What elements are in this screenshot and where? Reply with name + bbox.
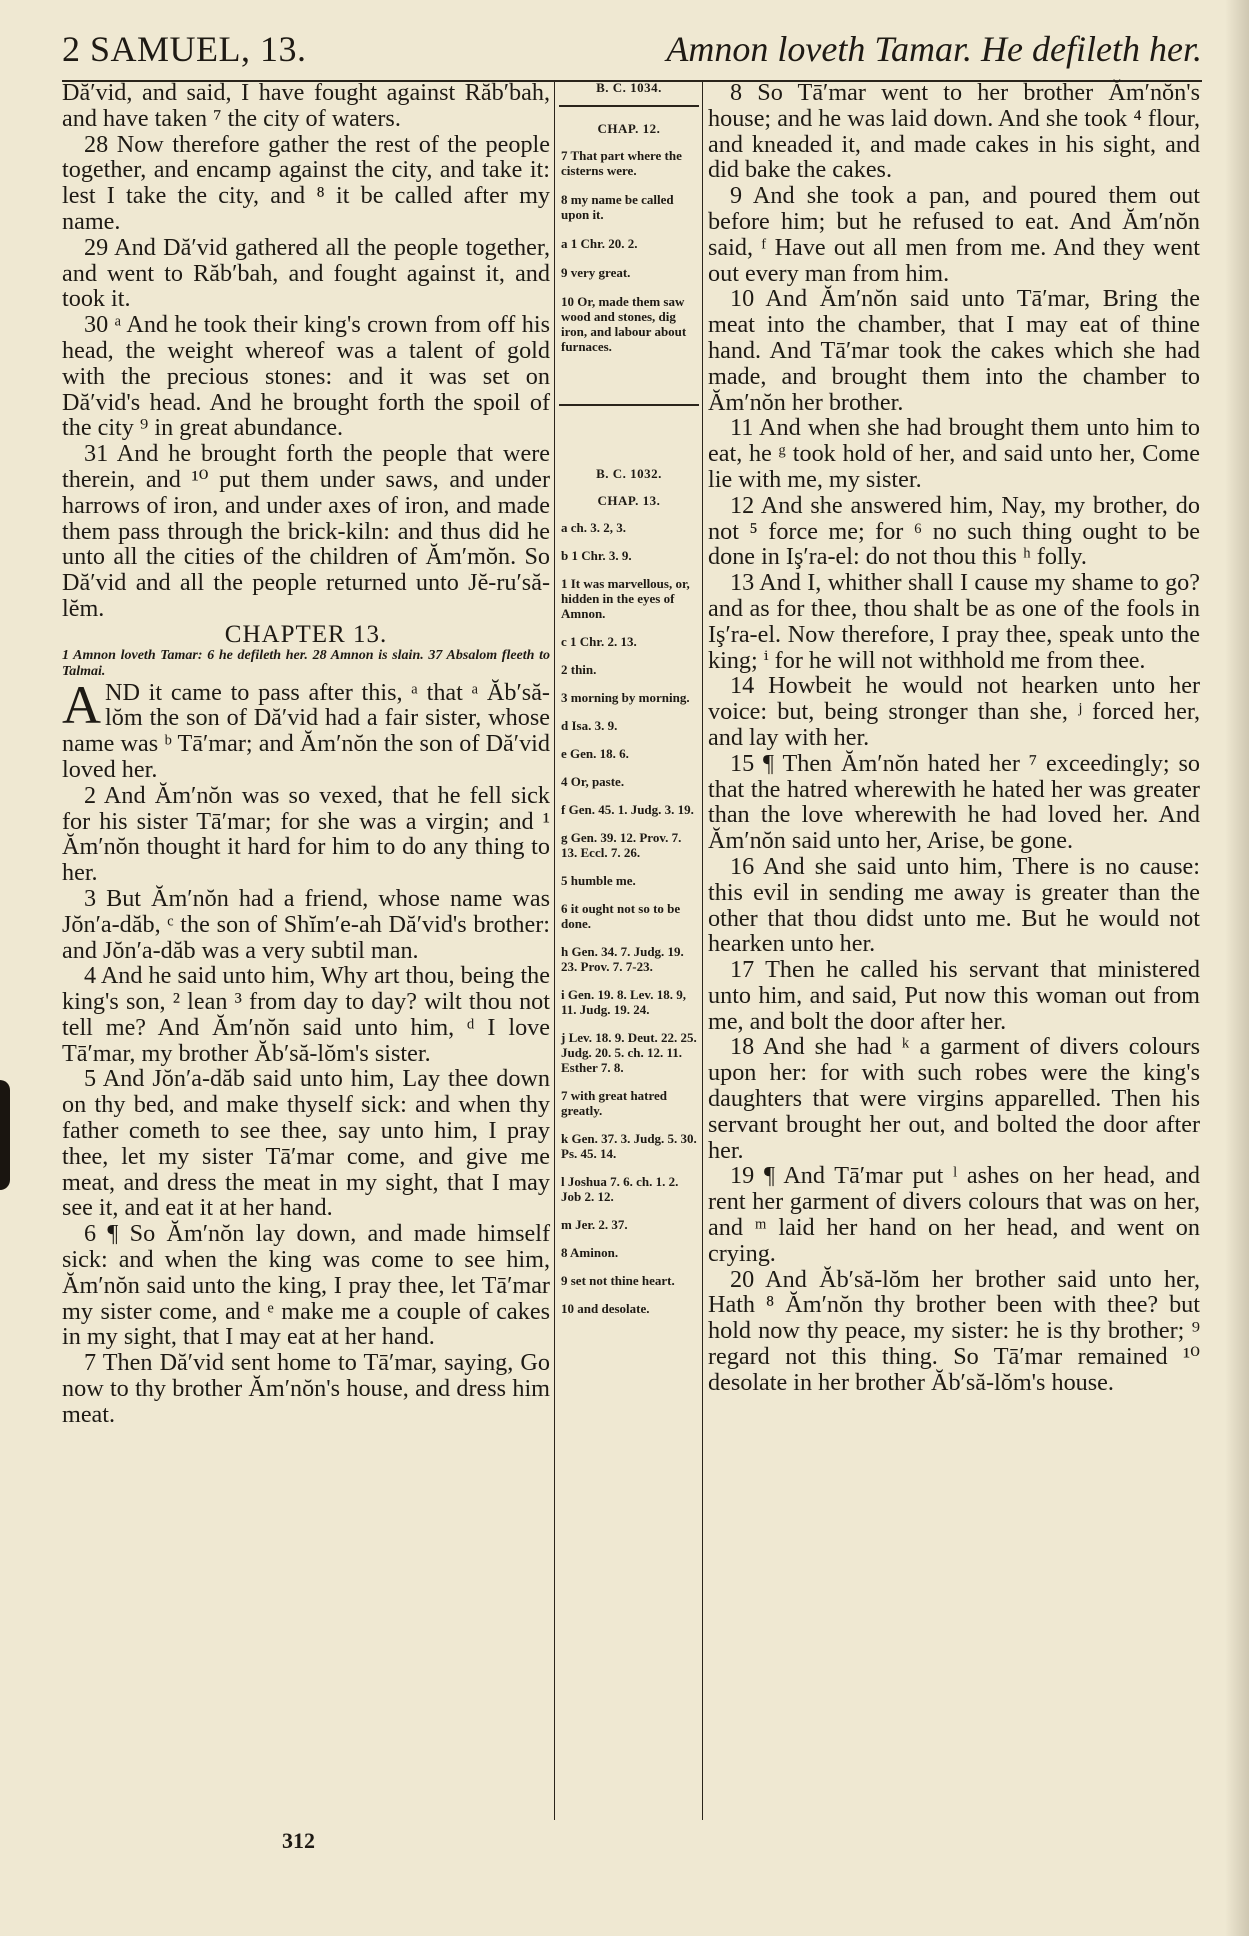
verse-10: 10 And Ăm′nŏn said unto Tā′mar, Bring the meat into the chamber, that I may eat of thine hand. And Tā′mar took the cakes which she had made, and brought them into the chamber to Ăm′nŏn her brother. <box>708 285 1200 416</box>
verse-28: 28 Now therefore gather the rest of the people together, and encamp against the city, and take it: lest I take the city, and ⁸ it be called after my name. <box>62 130 550 235</box>
binding-shadow <box>0 1080 10 1190</box>
verse-12: 12 And she answered him, Nay, my brother, do not ⁵ force me; for ⁶ no such thing ought to be done in Iş′ra-el: do not thou this ʰ folly. <box>708 491 1200 571</box>
margin-note: 8 Aminon. <box>561 1245 619 1260</box>
verse-3: 3 But Ăm′nŏn had a friend, whose name was Jŏn′a-dăb, ᶜ the son of Shĭm′e-ah Dă′vid's brother: and Jŏn′a-dăb was a very subtil man. <box>62 884 550 964</box>
margin-note: i Gen. 19. 8. Lev. 18. 9, 11. Judg. 19. 24. <box>561 987 686 1017</box>
margin-note: 7 That part where the cisterns were. <box>561 148 682 178</box>
margin-rule <box>559 105 699 107</box>
running-head-book: 2 SAMUEL, 13. <box>62 29 307 69</box>
margin-note: 2 thin. <box>561 662 597 677</box>
margin-note: l Joshua 7. 6. ch. 1. 2. Job 2. 12. <box>561 1174 679 1204</box>
margin-note: 4 Or, paste. <box>561 774 625 789</box>
verse-15: 15 ¶ Then Ăm′nŏn hated her ⁷ exceedingly; so that the hatred wherewith he hated her was greater than the love wherewith he had loved her. And Ăm′nŏn said unto her, Arise, be gone. <box>708 749 1200 855</box>
running-head-summary: Amnon loveth Tamar. He defileth her. <box>666 29 1202 69</box>
page-edge-shadow <box>1225 0 1249 1936</box>
chapter-title: CHAPTER 13. <box>224 620 388 648</box>
margin-note: 5 humble me. <box>561 873 636 888</box>
left-text-column <box>62 80 550 1428</box>
verse-6: 6 ¶ So Ăm′nŏn lay down, and made himself sick: and when the king was come to see him, Ăm′nŏn said unto the king, I pray thee, let Tā′mar my sister come, and ᵉ make me a couple of cakes in my sight, that I may eat at her hand. <box>62 1220 550 1351</box>
verse-13: 13 And I, whither shall I cause my shame to go? and as for thee, thou shalt be as one of the fools in Iş′ra-el. Now therefore, I pray thee, speak unto the king; ⁱ for he will not withhold me from thee. <box>708 569 1200 674</box>
column-rule-right <box>702 80 703 1820</box>
margin-note: 9 very great. <box>561 265 631 280</box>
verse-29: 29 And Dă′vid gathered all the people together, and went to Răb′bah, and fought against it, and took it. <box>62 233 550 313</box>
margin-date-1: B. C. 1034. <box>596 80 662 95</box>
verse-continuation: Dă′vid, and said, I have fought against Răb′bah, and have taken ⁷ the city of waters. <box>62 79 550 132</box>
margin-note: g Gen. 39. 12. Prov. 7. 13. Eccl. 7. 26. <box>561 830 682 860</box>
verse-4: 4 And he said unto him, Why art thou, being the king's son, ² lean ³ from day to day? wilt thou not tell me? And Ăm′nŏn said unto him, ᵈ I love Tā′mar, my brother Ăb′să-lŏm's sister. <box>62 962 550 1067</box>
margin-note: m Jer. 2. 37. <box>561 1217 628 1232</box>
verse-16: 16 And she said unto him, There is no cause: this evil in sending me away is greater than the other that thou didst unto me. But he would not hearken unto her. <box>708 852 1200 958</box>
margin-note: j Lev. 18. 9. Deut. 22. 25. Judg. 20. 5. ch. 12. 11. Esther 7. 8. <box>561 1030 697 1075</box>
margin-note: 9 set not thine heart. <box>561 1273 675 1288</box>
verse-5: 5 And Jŏn′a-dăb said unto him, Lay thee down on thy bed, and make thyself sick: and when thy father cometh to see thee, say unto him, I pray thee, let my sister Tā′mar come, and give me meat, and dress the meat in my sight, that I may see it, and eat it at her hand. <box>62 1065 550 1222</box>
verse-18: 18 And she had ᵏ a garment of divers colours upon her: for with such robes were the king's daughters that were virgins apparelled. Then his servant brought her out, and bolted the door after her. <box>708 1033 1200 1164</box>
margin-note: b 1 Chr. 3. 9. <box>561 548 632 563</box>
margin-rule <box>559 404 699 406</box>
margin-note: 10 and desolate. <box>561 1301 650 1316</box>
verse-11: 11 And when she had brought them unto him to eat, he ᵍ took hold of her, and said unto her, Come lie with me, my sister. <box>708 414 1200 493</box>
margin-note: 1 It was marvellous, or, hidden in the eyes of Amnon. <box>561 576 690 621</box>
verse-30: 30 ᵃ And he took their king's crown from off his head, the weight whereof was a talent of gold with the precious stones: and it was set on Dă′vid's head. And he brought forth the spoil of the city ⁹ in great abundance. <box>62 311 550 442</box>
margin-chapter-13: CHAP. 13. <box>597 493 661 508</box>
verse-7: 7 Then Dă′vid sent home to Tā′mar, saying, Go now to thy brother Ăm′nŏn's house, and dress him meat. <box>62 1349 550 1428</box>
page-header <box>62 20 1202 82</box>
page-number: 312 <box>282 1828 315 1853</box>
drop-cap: A <box>62 674 101 735</box>
verse-19: 19 ¶ And Tā′mar put ˡ ashes on her head, and rent her garment of divers colours that was on her, and ᵐ laid her hand on her head, and went on crying. <box>708 1162 1200 1267</box>
verse-20: 20 And Ăb′să-lŏm her brother said unto her, Hath ⁸ Ăm′nŏn thy brother been with thee? but hold now thy peace, my sister: he is thy brother; ⁹ regard not this thing. So Tā′mar remained ¹⁰ desolate in her brother Ăb′să-lŏm's house. <box>708 1265 1200 1396</box>
margin-note: c 1 Chr. 2. 13. <box>561 634 637 649</box>
margin-note: a 1 Chr. 20. 2. <box>561 236 638 251</box>
margin-note: h Gen. 34. 7. Judg. 19. 23. Prov. 7. 7-23. <box>561 944 684 974</box>
verse-14: 14 Howbeit he would not hearken unto her voice: but, being stronger than she, ʲ forced her, and lay with her. <box>708 672 1200 751</box>
margin-chapter-12: CHAP. 12. <box>597 121 661 136</box>
margin-note: d Isa. 3. 9. <box>561 718 618 733</box>
verse-8: 8 So Tā′mar went to her brother Ăm′nŏn's house; and he was laid down. And she took ⁴ flour, and kneaded it, and made cakes in his sight, and did bake the cakes. <box>708 79 1200 184</box>
margin-note: 3 morning by morning. <box>561 690 690 705</box>
margin-note: e Gen. 18. 6. <box>561 746 629 761</box>
verse-2: 2 And Ăm′nŏn was so vexed, that he fell sick for his sister Tā′mar; for she was a virgin; and ¹ Ăm′nŏn thought it hard for him to do any thing to her. <box>62 781 550 887</box>
margin-date-2: B. C. 1032. <box>596 466 662 481</box>
verse-17: 17 Then he called his servant that ministered unto him, and said, Put now this woman out from me, and bolt the door after her. <box>708 956 1200 1035</box>
verse-1 <box>62 674 550 783</box>
margin-note: 7 with great hatred greatly. <box>561 1088 668 1118</box>
verse-9: 9 And she took a pan, and poured them out before him; but he refused to eat. And Ăm′nŏn said, ᶠ Have out all men from me. And they went out every man from him. <box>708 182 1200 287</box>
margin-note: f Gen. 45. 1. Judg. 3. 19. <box>561 802 694 817</box>
margin-note: k Gen. 37. 3. Judg. 5. 30. Ps. 45. 14. <box>561 1131 697 1161</box>
verse-31: 31 And he brought forth the people that were therein, and ¹⁰ put them under saws, and under harrows of iron, and under axes of iron, and made them pass through the brick-kiln: and thus did he unto all the cities of the children of Ăm′mŏn. So Dă′vid and all the people returned unto Jĕ-ru′să-lĕm. <box>62 440 550 622</box>
column-rule-left <box>554 80 555 1820</box>
right-text-column <box>708 80 1200 1396</box>
margin-note: 6 it ought not so to be done. <box>561 901 681 931</box>
verse-1-text: ND it came to pass after this, ᵃ that ᵃ Ăb′să-lŏm the son of Dă′vid had a fair sister, whose name was ᵇ Tā′mar; and Ăm′nŏn the son of Dă′vid loved her. <box>62 678 550 783</box>
chapter-summary: 1 Amnon loveth Tamar: 6 he defileth her. 28 Amnon is slain. 37 Absalom fleeth to Talmai. <box>62 647 550 679</box>
margin-note: 8 my name be called upon it. <box>561 192 674 222</box>
margin-note: 10 Or, made them saw wood and stones, dig iron, and labour about furnaces. <box>561 294 687 354</box>
margin-note: a ch. 3. 2, 3. <box>561 520 626 535</box>
center-reference-column <box>559 80 699 1329</box>
